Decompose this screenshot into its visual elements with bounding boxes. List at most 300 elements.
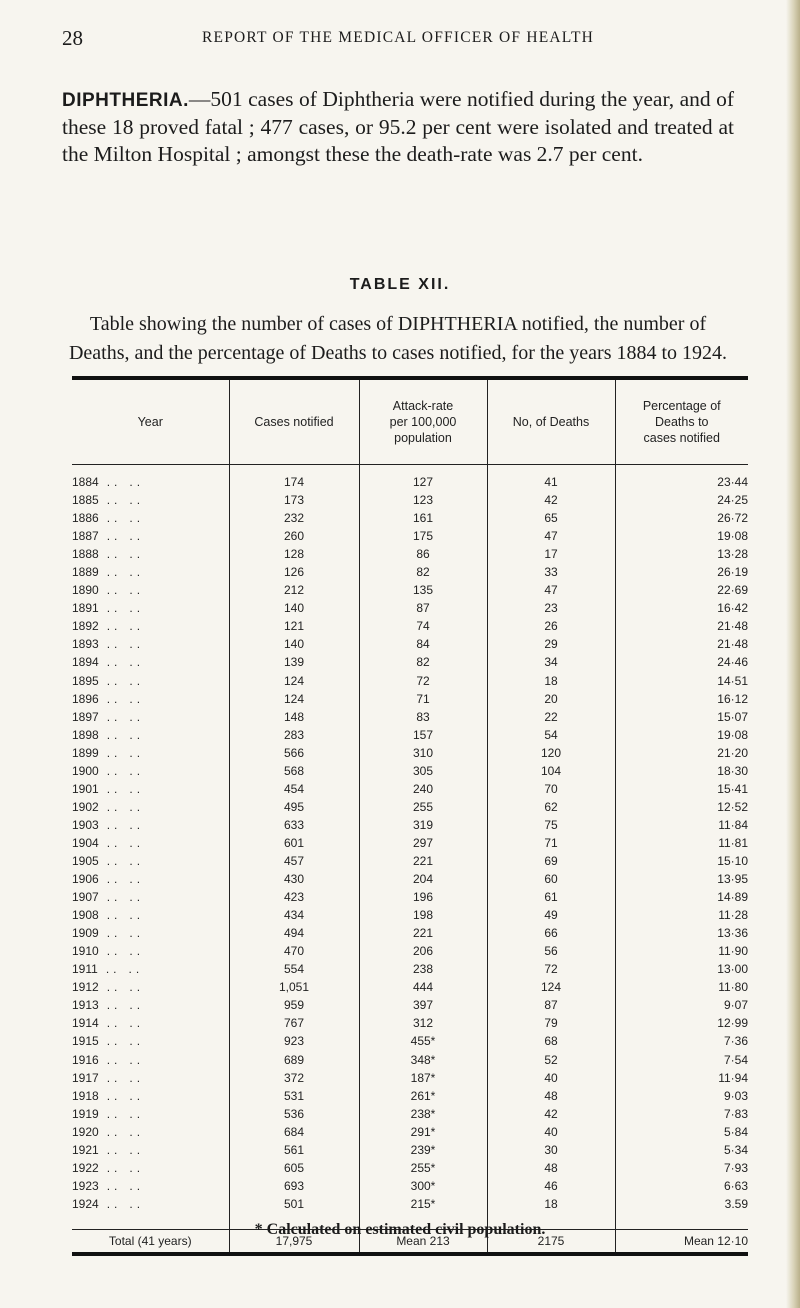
table-row <box>72 798 748 816</box>
row-leader-dots: .. <box>106 980 122 995</box>
row-percentage: 19·08 <box>615 726 748 744</box>
row-deaths: 47 <box>487 527 615 545</box>
row-percentage: 24·25 <box>615 491 748 509</box>
table-row <box>72 1141 748 1159</box>
row-percentage: 9·03 <box>615 1087 748 1105</box>
row-cases: 633 <box>229 816 359 834</box>
row-percentage: 22·69 <box>615 581 748 599</box>
row-year: 1893 .. .. <box>72 637 145 652</box>
row-leader-dots: .. <box>106 908 122 923</box>
row-percentage: 7·36 <box>615 1032 748 1050</box>
table-row <box>72 599 748 617</box>
row-percentage: 18·30 <box>615 762 748 780</box>
table-row <box>72 1159 748 1177</box>
table-row <box>72 635 748 653</box>
row-leader-dots: .. <box>106 1106 122 1121</box>
row-attack-rate: 83 <box>359 708 487 726</box>
row-year: 1920 .. .. <box>72 1124 145 1139</box>
row-year: 1907 .. .. <box>72 890 145 905</box>
row-deaths: 70 <box>487 780 615 798</box>
row-year: 1903 .. .. <box>72 817 145 832</box>
row-cases: 140 <box>229 599 359 617</box>
total-deaths: 2175 <box>487 1229 615 1254</box>
row-attack-rate: 82 <box>359 653 487 671</box>
row-attack-rate: 261* <box>359 1087 487 1105</box>
row-leader-dots: .. <box>106 835 122 850</box>
intro-lead: DIPHTHERIA. <box>62 90 189 111</box>
row-attack-rate: 305 <box>359 762 487 780</box>
row-year: 1901 .. .. <box>72 781 145 796</box>
row-attack-rate: 187* <box>359 1069 487 1087</box>
row-percentage: 7·83 <box>615 1105 748 1123</box>
row-year: 1922 .. .. <box>72 1160 145 1175</box>
row-leader-dots: .. <box>106 709 122 724</box>
row-attack-rate: 82 <box>359 563 487 581</box>
row-deaths: 18 <box>487 1195 615 1230</box>
col-header-attack-rate: Attack-rate per 100,000 population <box>359 378 487 465</box>
row-percentage: 13·95 <box>615 870 748 888</box>
row-year: 1888 .. .. <box>72 547 145 562</box>
row-deaths: 75 <box>487 816 615 834</box>
row-attack-rate: 86 <box>359 545 487 563</box>
table-row <box>72 1014 748 1032</box>
intro-paragraph <box>62 86 734 168</box>
row-year: 1918 .. .. <box>72 1088 145 1103</box>
page-header <box>62 26 734 52</box>
row-cases: 605 <box>229 1159 359 1177</box>
row-year: 1921 .. .. <box>72 1142 145 1157</box>
row-attack-rate: 397 <box>359 996 487 1014</box>
row-leader-dots: .. <box>106 1088 122 1103</box>
row-leader-dots: .. <box>106 511 122 526</box>
row-leader-dots: .. <box>106 817 122 832</box>
row-deaths: 23 <box>487 599 615 617</box>
row-attack-rate: 319 <box>359 816 487 834</box>
row-deaths: 48 <box>487 1087 615 1105</box>
row-cases: 372 <box>229 1069 359 1087</box>
row-deaths: 56 <box>487 942 615 960</box>
row-percentage: 11·81 <box>615 834 748 852</box>
row-leader-dots: .. <box>106 890 122 905</box>
row-cases: 124 <box>229 690 359 708</box>
table-row <box>72 1051 748 1069</box>
row-leader-dots: .. <box>106 727 122 742</box>
row-attack-rate: 84 <box>359 635 487 653</box>
row-leader-dots: .. <box>106 1124 122 1139</box>
row-deaths: 87 <box>487 996 615 1014</box>
row-year: 1917 .. .. <box>72 1070 145 1085</box>
row-cases: 554 <box>229 960 359 978</box>
row-leader-dots: .. <box>106 763 122 778</box>
row-year: 1892 .. .. <box>72 619 145 634</box>
row-attack-rate: 255 <box>359 798 487 816</box>
row-deaths: 20 <box>487 690 615 708</box>
table-row <box>72 527 748 545</box>
row-percentage: 6·63 <box>615 1177 748 1195</box>
table-row <box>72 726 748 744</box>
row-year: 1905 .. .. <box>72 854 145 868</box>
row-leader-dots: .. <box>106 601 122 616</box>
diphtheria-table <box>72 376 748 1256</box>
row-percentage: 11·80 <box>615 978 748 996</box>
row-leader-dots: .. <box>106 781 122 796</box>
row-deaths: 72 <box>487 960 615 978</box>
row-percentage: 5·34 <box>615 1141 748 1159</box>
table-row <box>72 563 748 581</box>
row-attack-rate: 135 <box>359 581 487 599</box>
row-percentage: 14·51 <box>615 672 748 690</box>
row-year: 1916 .. .. <box>72 1052 145 1067</box>
row-leader-dots: .. <box>106 745 122 760</box>
row-year: 1919 .. .. <box>72 1106 145 1121</box>
row-cases: 561 <box>229 1141 359 1159</box>
row-leader-dots: .. <box>106 529 122 544</box>
row-percentage: 5·84 <box>615 1123 748 1141</box>
row-attack-rate: 221 <box>359 924 487 942</box>
row-year: 1912 .. .. <box>72 980 145 995</box>
row-deaths: 60 <box>487 870 615 888</box>
row-deaths: 104 <box>487 762 615 780</box>
row-year: 1885 .. .. <box>72 493 145 508</box>
row-deaths: 71 <box>487 834 615 852</box>
row-year: 1897 .. .. <box>72 709 145 724</box>
row-attack-rate: 87 <box>359 599 487 617</box>
row-leader-dots: .. <box>106 854 122 868</box>
row-cases: 457 <box>229 852 359 870</box>
table-row <box>72 1123 748 1141</box>
row-deaths: 47 <box>487 581 615 599</box>
col-header-cases: Cases notified <box>229 378 359 465</box>
row-cases: 140 <box>229 635 359 653</box>
row-year: 1923 .. .. <box>72 1178 145 1193</box>
row-percentage: 7·93 <box>615 1159 748 1177</box>
table-row <box>72 762 748 780</box>
row-cases: 923 <box>229 1032 359 1050</box>
row-year: 1900 .. .. <box>72 763 145 778</box>
row-cases: 566 <box>229 744 359 762</box>
row-leader-dots: .. <box>106 799 122 814</box>
row-attack-rate: 239* <box>359 1141 487 1159</box>
row-year: 1924 .. .. <box>72 1196 145 1211</box>
table-row <box>72 960 748 978</box>
row-cases: 124 <box>229 672 359 690</box>
row-year: 1895 .. .. <box>72 673 145 688</box>
intro-text: —501 cases of Diphtheria were notified during the year, and of these 18 proved fatal ; 477 cases, or 95.2 per cent were isolated and treated at the Milton Hospital ; amongst these the death-rate was 2.7 per cent. <box>62 87 734 166</box>
table-header-row <box>72 378 748 465</box>
row-attack-rate: 348* <box>359 1051 487 1069</box>
row-cases: 430 <box>229 870 359 888</box>
table-row <box>72 924 748 942</box>
row-attack-rate: 255* <box>359 1159 487 1177</box>
row-year: 1902 .. .. <box>72 799 145 814</box>
row-attack-rate: 157 <box>359 726 487 744</box>
row-cases: 174 <box>229 465 359 492</box>
row-deaths: 18 <box>487 672 615 690</box>
row-year: 1889 .. .. <box>72 565 145 580</box>
row-cases: 128 <box>229 545 359 563</box>
row-cases: 212 <box>229 581 359 599</box>
row-cases: 470 <box>229 942 359 960</box>
row-leader-dots: .. <box>106 1052 122 1067</box>
row-leader-dots: .. <box>105 962 121 977</box>
table-row <box>72 653 748 671</box>
row-percentage: 11·84 <box>615 816 748 834</box>
row-leader-dots: .. <box>106 547 122 562</box>
table-row <box>72 834 748 852</box>
total-attack-rate: Mean 213 <box>359 1229 487 1254</box>
row-percentage: 15·41 <box>615 780 748 798</box>
row-percentage: 3.59 <box>615 1195 748 1230</box>
row-attack-rate: 240 <box>359 780 487 798</box>
row-leader-dots: .. <box>106 1034 122 1049</box>
row-leader-dots: .. <box>106 944 122 959</box>
row-cases: 434 <box>229 906 359 924</box>
row-attack-rate: 297 <box>359 834 487 852</box>
row-year: 1899 .. .. <box>72 745 145 760</box>
total-percentage: Mean 12·10 <box>615 1229 748 1254</box>
row-deaths: 42 <box>487 491 615 509</box>
row-leader-dots: .. <box>106 637 122 652</box>
row-leader-dots: .. <box>106 872 122 887</box>
row-percentage: 16·12 <box>615 690 748 708</box>
table-row <box>72 1087 748 1105</box>
row-percentage: 11·28 <box>615 906 748 924</box>
row-year: 1887 .. .. <box>72 529 145 544</box>
row-year: 1910 .. .. <box>72 944 145 959</box>
row-percentage: 24·46 <box>615 653 748 671</box>
row-deaths: 30 <box>487 1141 615 1159</box>
row-cases: 283 <box>229 726 359 744</box>
row-cases: 126 <box>229 563 359 581</box>
table-title: TABLE XII. <box>349 276 451 293</box>
row-percentage: 16·42 <box>615 599 748 617</box>
row-percentage: 21·20 <box>615 744 748 762</box>
row-cases: 121 <box>229 617 359 635</box>
table-row <box>72 744 748 762</box>
row-leader-dots: .. <box>106 1142 122 1157</box>
table-row <box>72 978 748 996</box>
row-deaths: 54 <box>487 726 615 744</box>
row-deaths: 120 <box>487 744 615 762</box>
footnote: * Calculated on estimated civil population. <box>254 1221 546 1238</box>
table-row <box>72 708 748 726</box>
row-deaths: 61 <box>487 888 615 906</box>
row-attack-rate: 221 <box>359 852 487 870</box>
table-row <box>72 888 748 906</box>
row-attack-rate: 444 <box>359 978 487 996</box>
row-attack-rate: 71 <box>359 690 487 708</box>
table-row <box>72 942 748 960</box>
row-percentage: 23·44 <box>615 465 748 492</box>
table-caption: Table showing the number of cases of DIPHTHERIA notified, the number of Deaths, and the percentage of Deaths to cases notified, for the years 1884 to 1924. <box>68 313 728 364</box>
table-row <box>72 509 748 527</box>
page-number: 28 <box>62 26 83 50</box>
row-percentage: 26·19 <box>615 563 748 581</box>
row-deaths: 41 <box>487 465 615 492</box>
row-deaths: 48 <box>487 1159 615 1177</box>
row-year: 1914 .. .. <box>72 1016 145 1031</box>
row-deaths: 33 <box>487 563 615 581</box>
row-cases: 495 <box>229 798 359 816</box>
running-head: REPORT OF THE MEDICAL OFFICER OF HEALTH <box>202 29 595 46</box>
row-leader-dots: .. <box>106 673 122 688</box>
row-percentage: 19·08 <box>615 527 748 545</box>
row-deaths: 79 <box>487 1014 615 1032</box>
row-year: 1911 .. .. <box>72 962 144 977</box>
row-attack-rate: 238 <box>359 960 487 978</box>
page-edge-shadow <box>786 0 800 1308</box>
table-row <box>72 906 748 924</box>
row-year: 1884 .. .. <box>72 475 145 490</box>
row-leader-dots: .. <box>106 1160 122 1175</box>
row-cases: 232 <box>229 509 359 527</box>
row-attack-rate: 310 <box>359 744 487 762</box>
row-leader-dots: .. <box>106 475 122 490</box>
row-attack-rate: 238* <box>359 1105 487 1123</box>
row-deaths: 52 <box>487 1051 615 1069</box>
row-attack-rate: 312 <box>359 1014 487 1032</box>
row-deaths: 49 <box>487 906 615 924</box>
row-percentage: 26·72 <box>615 509 748 527</box>
row-cases: 260 <box>229 527 359 545</box>
col-header-year: Year <box>72 378 229 465</box>
row-cases: 568 <box>229 762 359 780</box>
row-cases: 959 <box>229 996 359 1014</box>
row-cases: 494 <box>229 924 359 942</box>
row-attack-rate: 198 <box>359 906 487 924</box>
row-year: 1891 .. .. <box>72 601 145 616</box>
row-year: 1906 .. .. <box>72 872 145 887</box>
row-attack-rate: 74 <box>359 617 487 635</box>
row-leader-dots: .. <box>106 926 122 941</box>
row-cases: 1,051 <box>229 978 359 996</box>
row-deaths: 40 <box>487 1123 615 1141</box>
row-year: 1908 .. .. <box>72 908 145 923</box>
total-label: Total (41 years) <box>72 1229 229 1254</box>
table-row <box>72 465 748 492</box>
row-leader-dots: .. <box>106 1196 122 1211</box>
row-leader-dots: .. <box>106 619 122 634</box>
row-cases: 536 <box>229 1105 359 1123</box>
row-year: 1915 .. .. <box>72 1034 145 1049</box>
table-body <box>72 465 748 1230</box>
row-year: 1896 .. .. <box>72 691 145 706</box>
row-cases: 767 <box>229 1014 359 1032</box>
table-row <box>72 852 748 870</box>
row-deaths: 69 <box>487 852 615 870</box>
row-cases: 531 <box>229 1087 359 1105</box>
row-deaths: 65 <box>487 509 615 527</box>
table-row <box>72 996 748 1014</box>
row-deaths: 68 <box>487 1032 615 1050</box>
table-row <box>72 1177 748 1195</box>
row-percentage: 13·36 <box>615 924 748 942</box>
row-attack-rate: 204 <box>359 870 487 888</box>
row-cases: 689 <box>229 1051 359 1069</box>
row-deaths: 124 <box>487 978 615 996</box>
row-deaths: 62 <box>487 798 615 816</box>
row-percentage: 21·48 <box>615 635 748 653</box>
table-row <box>72 1069 748 1087</box>
row-deaths: 22 <box>487 708 615 726</box>
row-percentage: 9·07 <box>615 996 748 1014</box>
row-percentage: 15·10 <box>615 852 748 870</box>
row-percentage: 13·00 <box>615 960 748 978</box>
row-leader-dots: .. <box>106 1016 122 1031</box>
row-cases: 139 <box>229 653 359 671</box>
table-row <box>72 581 748 599</box>
row-percentage: 12·52 <box>615 798 748 816</box>
row-leader-dots: .. <box>106 998 122 1013</box>
row-deaths: 66 <box>487 924 615 942</box>
row-attack-rate: 175 <box>359 527 487 545</box>
row-cases: 454 <box>229 780 359 798</box>
row-percentage: 13·28 <box>615 545 748 563</box>
table-row <box>72 780 748 798</box>
table-row <box>72 491 748 509</box>
table-row <box>72 1032 748 1050</box>
row-attack-rate: 215* <box>359 1195 487 1230</box>
row-year: 1913 .. .. <box>72 998 145 1013</box>
row-cases: 173 <box>229 491 359 509</box>
row-percentage: 7·54 <box>615 1051 748 1069</box>
row-attack-rate: 123 <box>359 491 487 509</box>
row-leader-dots: .. <box>106 691 122 706</box>
row-cases: 423 <box>229 888 359 906</box>
row-cases: 684 <box>229 1123 359 1141</box>
table-row <box>72 1105 748 1123</box>
row-leader-dots: .. <box>106 655 122 670</box>
col-header-percentage: Percentage of Deaths to cases notified <box>615 378 748 465</box>
row-attack-rate: 127 <box>359 465 487 492</box>
row-percentage: 15·07 <box>615 708 748 726</box>
row-year: 1909 .. .. <box>72 926 145 941</box>
row-year: 1886 .. .. <box>72 511 145 526</box>
row-leader-dots: .. <box>106 583 122 598</box>
row-deaths: 46 <box>487 1177 615 1195</box>
row-year: 1898 .. .. <box>72 727 145 742</box>
row-deaths: 29 <box>487 635 615 653</box>
row-percentage: 12·99 <box>615 1014 748 1032</box>
table-row <box>72 545 748 563</box>
row-attack-rate: 196 <box>359 888 487 906</box>
table-row <box>72 870 748 888</box>
row-leader-dots: .. <box>106 565 122 580</box>
table-row <box>72 816 748 834</box>
row-leader-dots: .. <box>106 1178 122 1193</box>
row-deaths: 26 <box>487 617 615 635</box>
row-deaths: 42 <box>487 1105 615 1123</box>
row-year: 1904 .. .. <box>72 835 145 850</box>
row-attack-rate: 161 <box>359 509 487 527</box>
table-row <box>72 672 748 690</box>
row-attack-rate: 206 <box>359 942 487 960</box>
row-deaths: 34 <box>487 653 615 671</box>
row-year: 1894 .. .. <box>72 655 145 670</box>
row-cases: 601 <box>229 834 359 852</box>
table-row <box>72 617 748 635</box>
row-percentage: 11·94 <box>615 1069 748 1087</box>
row-cases: 148 <box>229 708 359 726</box>
row-attack-rate: 455* <box>359 1032 487 1050</box>
total-cases: 17,975 <box>229 1229 359 1254</box>
row-percentage: 14·89 <box>615 888 748 906</box>
row-deaths: 40 <box>487 1069 615 1087</box>
row-year: 1890 .. .. <box>72 583 145 598</box>
row-leader-dots: .. <box>106 493 122 508</box>
row-percentage: 21·48 <box>615 617 748 635</box>
row-cases: 501 <box>229 1195 359 1230</box>
